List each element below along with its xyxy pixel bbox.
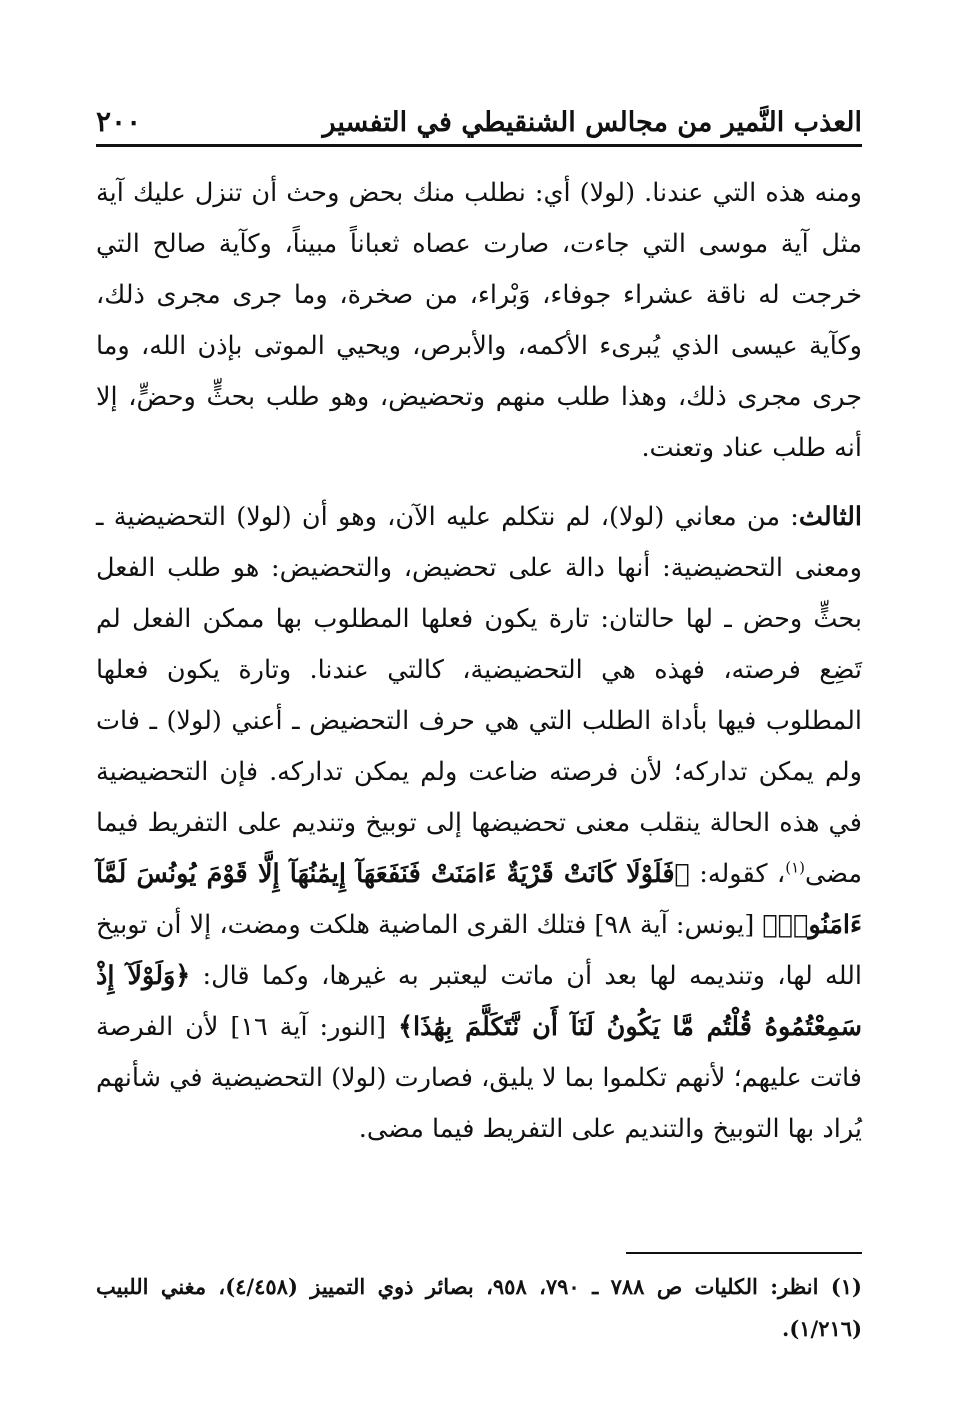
- page-number: ٢٠٠: [96, 105, 142, 138]
- footnote-reference[interactable]: (١): [785, 858, 805, 877]
- paragraph-lead-word: الثالث: [798, 502, 862, 532]
- footnotes: [96, 1266, 862, 1350]
- running-title: العذب النَّمير من مجالس الشنقيطي في التفسير: [322, 107, 862, 138]
- paragraph-2-text-d: [النور: آية ١٦] لأن الفرصة فاتت عليهم؛ لأنهم تكلموا بما لا يليق، فصارت (لولا) التحضيضية في شأنهم يُراد بها التوبيخ والتنديم على التفريط فيما مضى.: [96, 1012, 862, 1144]
- quran-verse-1: ﴿فَلَوْلَا كَانَتْ قَرْيَةٌ ءَامَنَتْ فَنَفَعَهَآ إِيمَٰنُهَآ إِلَّا قَوْمَ يُونُسَ لَمَّآ ءَامَنُوا۟﴾: [96, 859, 863, 940]
- paragraph-2-text-a: : من معاني (لولا)، لم نتكلم عليه الآن، وهو أن (لولا) التحضيضية ـ ومعنى التحضيضية: أنها دالة على تحضيض، والتحضيض: هو طلب الفعل بحثٍّ وحض ـ لها حالتان: تارة يكون فعلها المطلوب بها ممكن الفعل لم تَضِع فرصته، فهذه هي التحضيضية، كالتي عندنا. وتارة يكون فعلها المطلوب فيها بأداة الطلب التي هي حرف التحضيض ـ أعني (لولا) ـ فات ولم يمكن تداركه؛ لأن فرصته ضاعت ولم يمكن تداركه. فإن التحضيضية في هذه الحالة ينقلب معنى تحضيضها إلى توبيخ وتنديم على التفريط فيما مضى: [96, 502, 863, 889]
- main-text: [96, 168, 862, 1155]
- footnote-divider: [626, 1252, 862, 1254]
- paragraph-2: [96, 492, 862, 1155]
- footnote-1: (١) انظر: الكليات ص ٧٨٨ ـ ٧٩٠، ٩٥٨، بصائر ذوي التمييز (٤/٤٥٨)، مغني اللبيب (١/٢١٦).: [96, 1274, 862, 1341]
- paragraph-1: ومنه هذه التي عندنا. (لولا) أي: نطلب منك بحض وحث أن تنزل عليك آية مثل آية موسى التي جاءت، صارت عصاه ثعباناً مبيناً، وكآية صالح التي خرجت له ناقة عشراء جوفاء، وَبْراء، من صخرة، وما جرى مجرى ذلك، وكآية عيسى الذي يُبرىء الأكمه، والأبرص، ويحيي الموتى بإذن الله، وما جرى مجرى ذلك، وهذا طلب منهم وتحضيض، وهو طلب بحثٍّ وحضٍّ، إلا أنه طلب عناد وتعنت.: [96, 178, 862, 463]
- page-header: [96, 100, 862, 147]
- paragraph-2-text-c: [يونس: آية ٩٨] فتلك القرى الماضية هلكت ومضت، إلا أن توبيخ الله لها، وتنديمه لها بعد أن ماتت ليعتبر به غيرها، وكما قال:: [96, 910, 862, 991]
- quran-verse-2: ﴿وَلَوْلَآ إِذْ سَمِعْتُمُوهُ قُلْتُم مَّا يَكُونُ لَنَآ أَن نَّتَكَلَّمَ بِهَٰذَا﴾: [96, 961, 863, 1042]
- paragraph-2-text-b: ، كقوله:: [689, 859, 786, 889]
